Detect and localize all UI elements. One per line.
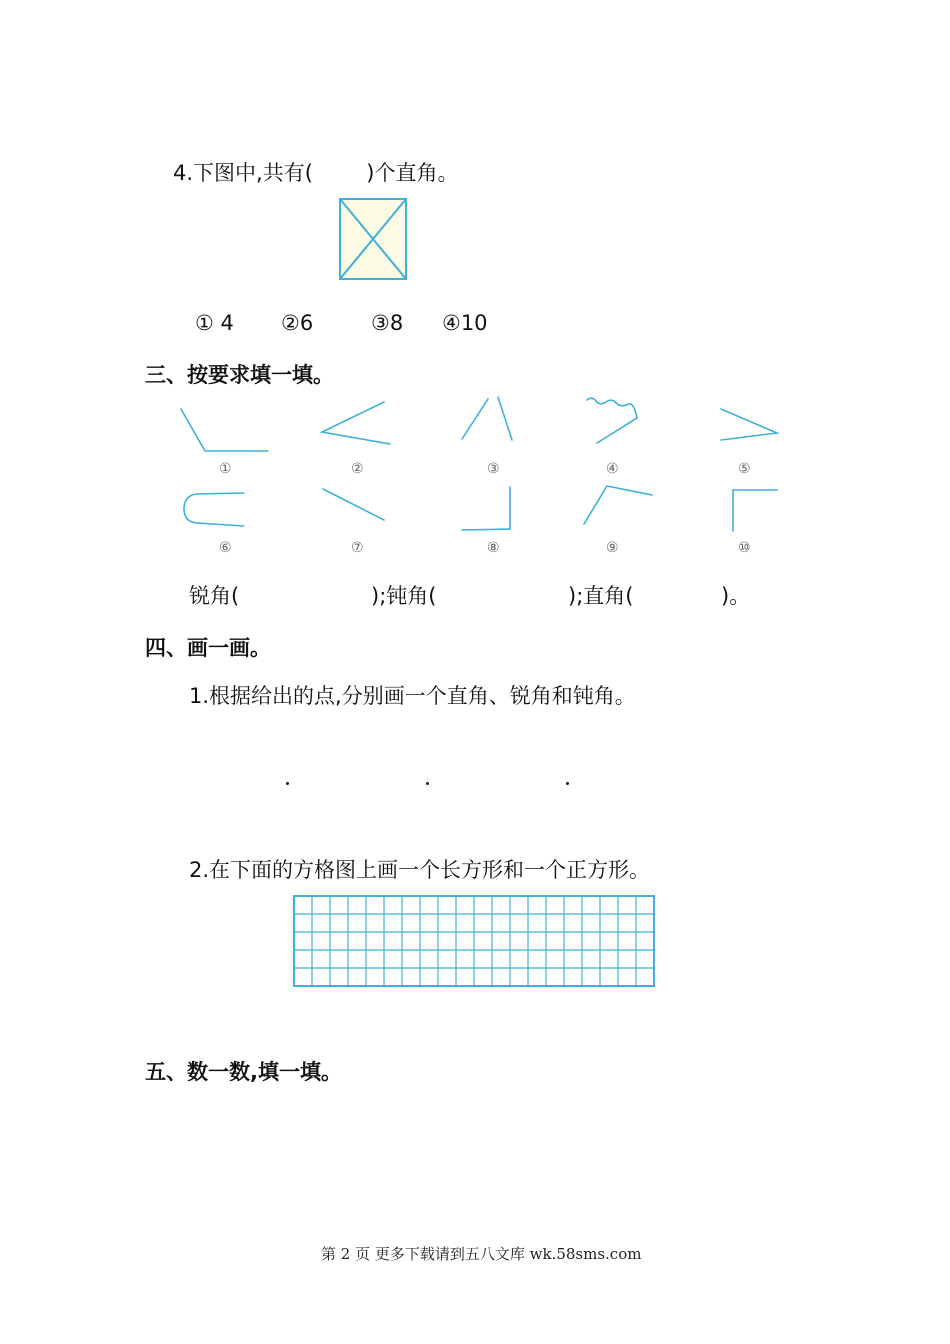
angle-label-6: ⑥ [219,540,232,556]
angle-label-4: ④ [606,461,619,477]
page-footer: 第 2 页 更多下载请到五八文库 wk.58sms.com [321,1245,642,1263]
right-answer-label: );直角( [568,584,634,608]
angle-label-7: ⑦ [351,540,364,556]
section-4-heading: 四、画一画。 [145,636,271,660]
angle-figure-5 [721,409,777,440]
angle-figure-1 [181,409,268,451]
section-5-heading: 五、数一数,填一填。 [145,1060,342,1084]
given-point-2 [426,782,429,785]
option-2: ②6 [281,311,314,335]
acute-answer-label: 锐角( [189,584,240,608]
angle-label-10: ⑩ [738,540,751,556]
angle-figure-6 [184,493,244,526]
square-grid [293,895,657,988]
given-point-1 [286,782,289,785]
section-3-heading: 三、按要求填一填。 [145,363,334,387]
angle-label-8: ⑧ [487,540,500,556]
obtuse-answer-label: );钝角( [371,584,437,608]
angle-figure-7 [323,489,384,520]
angle-label-9: ⑨ [606,540,619,556]
angle-figure-4 [587,398,637,443]
given-point-3 [566,782,569,785]
angle-figure-2 [322,402,390,444]
section-4-item-1: 1.根据给出的点,分别画一个直角、锐角和钝角。 [189,684,636,708]
answer-line-end: )。 [721,584,751,608]
rectangle-with-diagonals-figure [339,198,407,280]
option-1: ① 4 [195,311,234,335]
angle-label-5: ⑤ [738,461,751,477]
option-3: ③8 [371,311,404,335]
section-4-item-2: 2.在下面的方格图上画一个长方形和一个正方形。 [189,858,651,882]
angle-figures [0,390,950,540]
angle-figure-8 [462,487,510,530]
angle-figure-10 [733,490,777,531]
angle-figure-9 [584,486,652,524]
angle-label-1: ① [219,461,232,477]
option-4: ④10 [442,311,488,335]
angle-label-3: ③ [487,461,500,477]
angle-label-2: ② [351,461,364,477]
question-4-stem: 4.下图中,共有( )个直角。 [173,161,459,185]
angle-figure-3 [462,397,512,440]
